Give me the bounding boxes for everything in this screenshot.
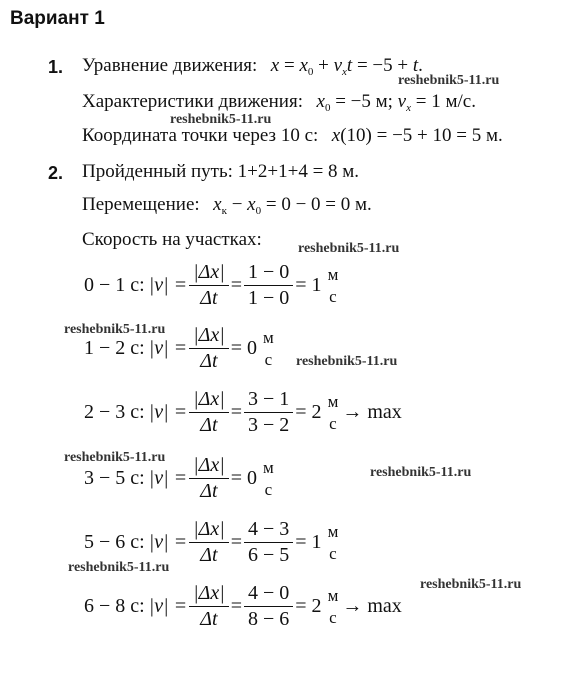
segment-row [84,388,402,437]
unit-top: м [327,264,339,284]
value-fraction [244,518,293,567]
eq-end: . [418,55,423,76]
segment-label: 0 − 1 с: [84,274,145,296]
watermark: reshebnik5-11.ru [170,112,272,127]
eq-x0: x [299,55,308,76]
unit-top: м [327,521,339,541]
fraction-denominator: 1 − 0 [248,287,290,309]
equals-sign: = [230,531,242,553]
fraction-denominator: 3 − 2 [248,414,290,436]
eq-t2: t [412,55,419,76]
char-v-sub: x [406,102,411,114]
delta-fraction [189,388,229,437]
fraction-numerator: 1 − 0 [244,261,293,286]
unit-bottom: с [329,413,337,433]
delta-t: Δt [200,414,218,436]
delta-x: |Δx| [189,518,229,543]
char-v: v [397,91,407,112]
unit-top: м [263,457,274,477]
displacement-line [82,194,372,217]
delta-t: Δt [200,287,218,309]
disp-xk: x [213,194,222,215]
watermark: reshebnik5-11.ru [64,322,166,337]
segment-label: 5 − 6 с: [84,531,145,553]
delta-fraction [189,324,229,373]
eq-x: x [270,55,280,76]
abs-v: |v| = [148,401,188,423]
delta-fraction [189,261,229,310]
unit-fraction [328,522,339,564]
path-line: Пройденный путь: 1+2+1+4 = 8 м. [82,161,360,182]
eq-x0-sub: 0 [307,66,314,78]
motion-characteristics [82,91,476,114]
unit-fraction [328,265,339,307]
watermark: reshebnik5-11.ru [298,241,400,256]
delta-fraction [189,582,229,631]
unit-top: м [327,391,339,411]
speed-label: Скорость на участках: [82,229,262,250]
delta-fraction [189,454,229,503]
eq-rest: = −5 + [352,55,413,76]
segment-label: 6 − 8 с: [84,595,145,617]
page-title: Вариант 1 [10,8,105,29]
segment-result: = 2 [295,595,322,617]
abs-v: |v| = [148,467,188,489]
char-x0: x [316,91,325,112]
unit-top: м [327,585,339,605]
max-marker: → max [342,401,402,423]
unit-bottom: с [329,607,337,627]
coordinate-line [82,125,503,147]
fraction-denominator: 6 − 5 [248,544,290,566]
watermark: reshebnik5-11.ru [296,354,398,369]
delta-t: Δt [200,608,218,630]
segment-result: = 2 [295,401,322,423]
abs-v: |v| = [148,337,188,359]
fraction-numerator: 4 − 3 [244,518,293,543]
value-fraction [244,388,293,437]
problem-2-number: 2. [48,163,64,183]
unit-bottom: с [264,349,273,369]
fraction-denominator: 8 − 6 [248,608,290,630]
displacement-label: Перемещение: [82,194,200,215]
watermark: reshebnik5-11.ru [398,73,500,88]
coordinate-label: Координата точки через 10 с: [82,125,319,146]
disp-xk-sub: к [221,205,227,217]
watermark: reshebnik5-11.ru [420,577,522,592]
unit-fraction [328,586,339,628]
abs-v: |v| = [148,595,188,617]
segment-row [84,261,338,310]
segment-result: = 1 [295,531,322,553]
disp-value: = 0 − 0 = 0 м. [261,194,372,215]
segment-label: 2 − 3 с: [84,401,145,423]
char-v-value: = 1 м/с. [411,91,476,112]
disp-x0: x [247,194,256,215]
delta-fraction [189,518,229,567]
unit-bottom: с [264,479,273,499]
fraction-numerator: 4 − 0 [244,582,293,607]
segment-result: = 0 [230,337,257,359]
watermark: reshebnik5-11.ru [68,560,170,575]
eq-equals: = [279,55,300,76]
segment-result: = 0 [230,467,257,489]
problem-1-number: 1. [48,57,64,77]
disp-minus: − [226,194,248,215]
unit-fraction [263,458,274,500]
delta-x: |Δx| [189,454,229,479]
eq-v: v [333,55,343,76]
max-marker: → max [342,595,402,617]
value-fraction [244,261,293,310]
delta-x: |Δx| [189,324,229,349]
unit-bottom: с [329,286,337,306]
characteristics-label: Характеристики движения: [82,91,303,112]
delta-x: |Δx| [189,388,229,413]
equals-sign: = [230,401,242,423]
segment-label: 1 − 2 с: [84,337,145,359]
watermark: reshebnik5-11.ru [64,450,166,465]
eq-plus: + [313,55,334,76]
char-x0-sub: 0 [324,102,331,114]
coord-x: x [331,125,341,146]
fraction-numerator: 3 − 1 [244,388,293,413]
char-x0-value: = −5 м; [330,91,393,112]
eq-v-sub: x [342,66,347,78]
unit-top: м [263,327,274,347]
eq-t: t [346,55,353,76]
equals-sign: = [230,595,242,617]
delta-x: |Δx| [189,261,229,286]
motion-equation-label: Уравнение движения: [82,55,258,76]
segment-row [84,582,402,631]
coord-value: (10) = −5 + 10 = 5 м. [340,125,503,146]
segment-label: 3 − 5 с: [84,467,145,489]
segment-result: = 1 [295,274,322,296]
unit-fraction [328,392,339,434]
delta-x: |Δx| [189,582,229,607]
unit-fraction [263,328,274,370]
abs-v: |v| = [148,274,188,296]
watermark: reshebnik5-11.ru [370,465,472,480]
unit-bottom: с [329,543,337,563]
delta-t: Δt [200,480,218,502]
equals-sign: = [230,274,242,296]
disp-x0-sub: 0 [255,205,262,217]
abs-v: |v| = [148,531,188,553]
delta-t: Δt [200,350,218,372]
motion-equation [82,55,423,78]
value-fraction [244,582,293,631]
delta-t: Δt [200,544,218,566]
